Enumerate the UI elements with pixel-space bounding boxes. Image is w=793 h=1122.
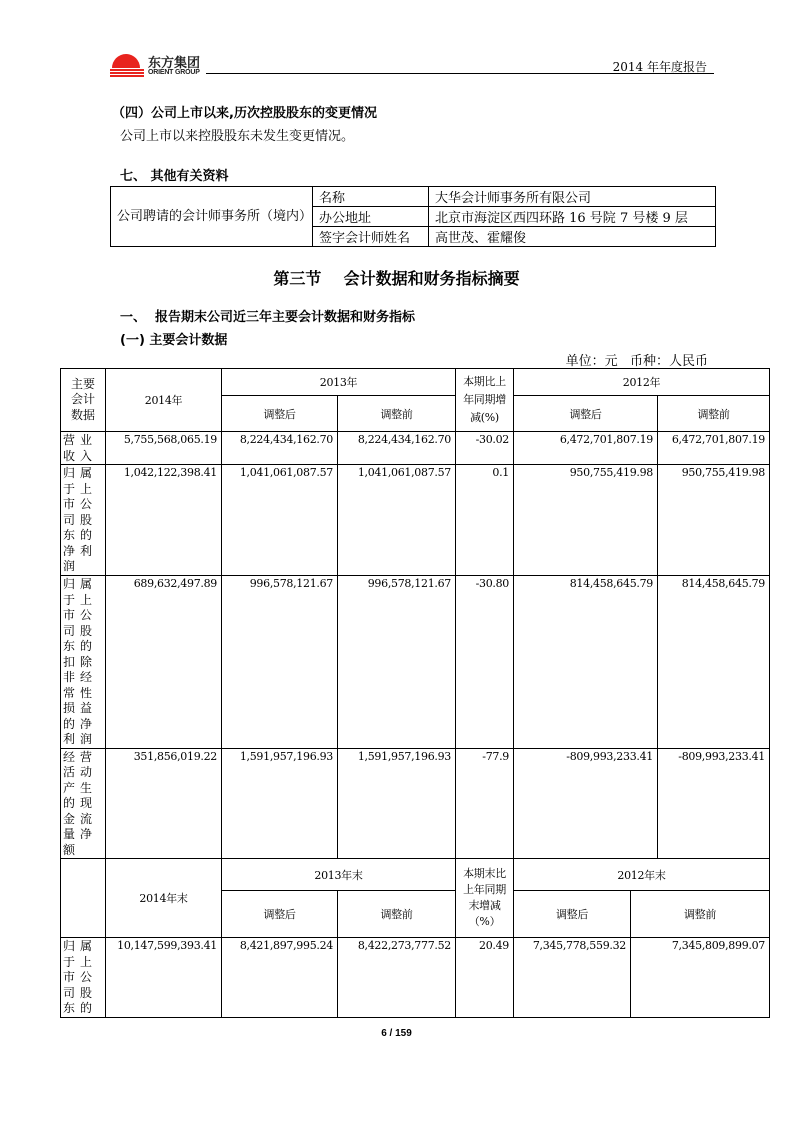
table-row: 归属于上市公司股东的净利润 1,042,122,398.41 1,041,061,087.57 1,041,061,087.57 0.1 950,755,419.98 950,755,419.98 <box>61 465 770 576</box>
table-row: 归属于上市公司股东的扣除非经常性损益的净利润 689,632,497.89 996,578,121.67 996,578,121.67 -30.80 814,458,645.79 814,458,645.79 <box>61 576 770 749</box>
sun-logo-icon <box>112 54 140 68</box>
page-number: 6 / 159 <box>381 1028 412 1039</box>
part-heading: 一、 报告期末公司近三年主要会计数据和财务指标 <box>120 310 416 325</box>
table-row: 归属于上市公司股东的 10,147,599,393.41 8,421,897,995.24 8,422,273,777.52 20.49 7,345,778,559.32 7,345,809,899.07 <box>61 938 770 1018</box>
unit-label: 单位：元 币种：人民币 <box>565 354 708 369</box>
report-title: 2014 年年度报告 <box>612 60 707 74</box>
auditor-table: 公司聘请的会计师事务所（境内） 名称 大华会计师事务所有限公司 办公地址 北京市海淀区西四环路 16 号院 7 号楼 9 层 签字会计师姓名 高世茂、霍耀俊 <box>110 186 716 247</box>
section-body: 公司上市以来控股股东未发生变更情况。 <box>120 129 355 144</box>
company-logo: 东方集团 ORIENT GROUP <box>110 52 205 80</box>
subsection-heading: (一) 主要会计数据 <box>120 333 228 348</box>
section-heading: （四）公司上市以来,历次控股股东的变更情况 <box>112 106 377 121</box>
financial-data-table: 主要会计数据 2014年 2013年 本期比上年同期增减(%) 2012年 调整后 调整前 调整后 调整前 营业收入 5,755,568,065.19 8,224,434,162.70 8,224,434,162.70 -30.02 6,472,701,807.19 6,472,701,807.19 归属于上市公司股东的净利润 1,042,122,398.41 1,041,061,087.57 1,041,061,087.57 0.1 950,755,419.98 950,755,419.98 归属于上市公司股东的扣除非经常性损益的净利润 689,632,497.89 996,578,121.67 996,578,121.67 -30.80 814,458,645.79 814,458,645.79 经营活动产生的现金流量净额 351,856,019.22 1,591,957,196.93 1,591,957,196.93 -77.9 -809,993,233.41 -809,993,233.41 2014年末 2013年末 本期末比上年同期末增减（%） 2012年末 调整后 调整前 调整后 调整前 归属于上市公司股东的 10,147,599,393.41 8,421,897,995.24 8,422,273,777.52 20.49 7,345,778,559.32 7,345,809,899.07 <box>60 368 770 1018</box>
section-heading: 七、 其他有关资料 <box>120 169 229 184</box>
chapter-title: 第三节 会计数据和财务指标摘要 <box>273 269 520 288</box>
table-row: 营业收入 5,755,568,065.19 8,224,434,162.70 8,224,434,162.70 -30.02 6,472,701,807.19 6,472,701,807.19 <box>61 432 770 465</box>
table-row: 经营活动产生的现金流量净额 351,856,019.22 1,591,957,196.93 1,591,957,196.93 -77.9 -809,993,233.41 -809,993,233.41 <box>61 748 770 859</box>
